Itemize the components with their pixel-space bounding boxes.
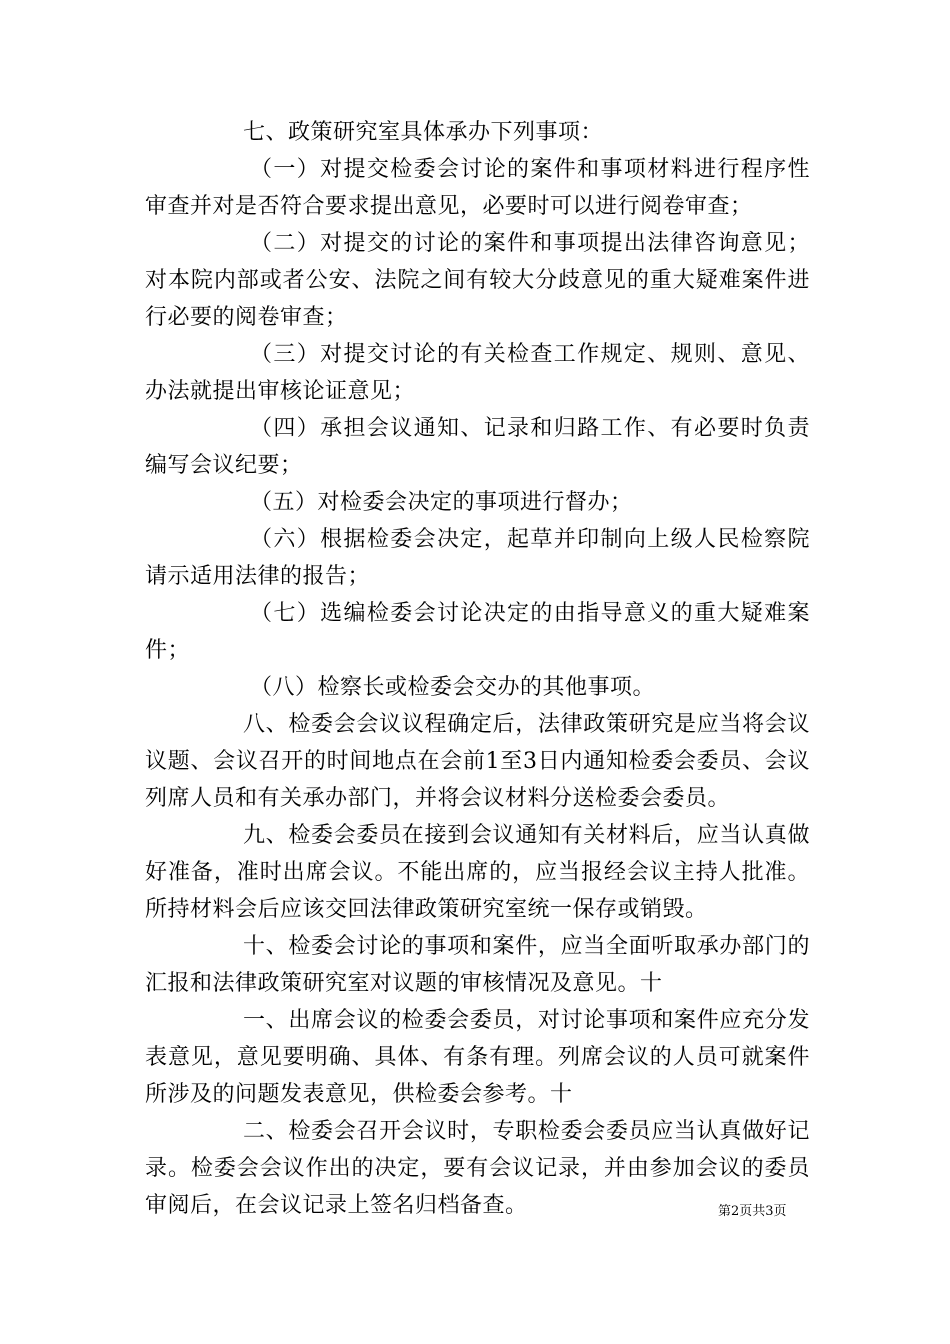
paragraph-7-item-3: （三）对提交讨论的有关检查工作规定、规则、意见、办法就提出审核论证意见； (145, 342, 810, 404)
paragraph-8: 八、检委会会议议程确定后，法律政策研究是应当将会议议题、会议召开的时间地点在会前1至3日内通知检委会委员、会议列席人员和有关承办部门，并将会议材料分送检委会委员。 (145, 712, 810, 811)
paragraph-7-item-7: （七）选编检委会讨论决定的由指导意义的重大疑难案件； (145, 601, 810, 663)
paragraph-10: 十、检委会讨论的事项和案件，应当全面听取承办部门的汇报和法律政策研究室对议题的审核情况及意见。十 (145, 934, 810, 996)
paragraph-7-heading: 七、政策研究室具体承办下列事项： (243, 120, 604, 145)
paragraph-11: 一、出席会议的检委会委员，对讨论事项和案件应充分发表意见，意见要明确、具体、有条有理。列席会议的人员可就案件所涉及的问题发表意见，供检委会参考。十 (145, 1008, 810, 1107)
paragraph-7-item-4: （四）承担会议通知、记录和归路工作、有必要时负责编写会议纪要； (145, 416, 810, 478)
paragraph-7-item-5: （五）对检委会决定的事项进行督办； (250, 490, 633, 515)
paragraph-7-item-2: （二）对提交的讨论的案件和事项提出法律咨询意见；对本院内部或者公安、法院之间有较大分歧意见的重大疑难案件进行必要的阅卷审查； (145, 231, 810, 330)
paragraph-12: 二、检委会召开会议时，专职检委会委员应当认真做好记录。检委会会议作出的决定，要有会议记录，并由参加会议的委员审阅后，在会议记录上签名归档备查。 (145, 1119, 810, 1218)
paragraph-9: 九、检委会委员在接到会议通知有关材料后，应当认真做好准备，准时出席会议。不能出席的，应当报经会议主持人批准。所持材料会后应该交回法律政策研究室统一保存或销毁。 (145, 823, 810, 922)
paragraph-7-item-1: （一）对提交检委会讨论的案件和事项材料进行程序性审查并对是否符合要求提出意见，必要时可以进行阅卷审查； (145, 157, 810, 219)
page-number-footer: 第2页共3页 (718, 1204, 787, 1219)
paragraph-7-item-8: （八）检察长或检委会交办的其他事项。 (250, 675, 656, 700)
paragraph-7-item-6: （六）根据检委会决定，起草并印制向上级人民检察院请示适用法律的报告； (145, 527, 810, 589)
document-body (145, 114, 810, 1224)
